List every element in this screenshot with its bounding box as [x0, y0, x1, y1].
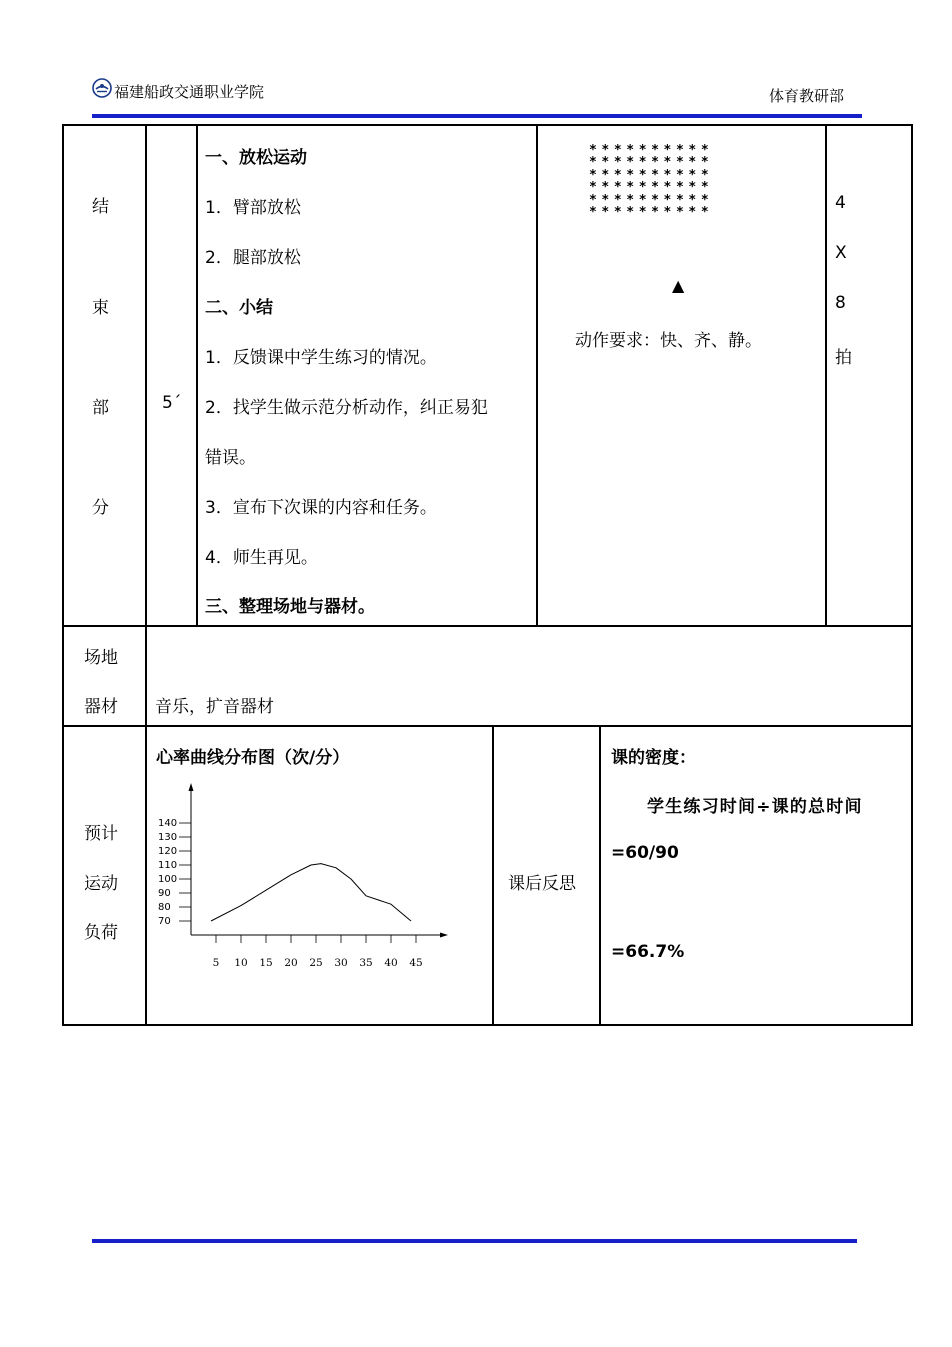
- table-rule: [825, 124, 827, 626]
- x-tick-label: 20: [284, 957, 298, 969]
- density-title: 课的密度：: [611, 748, 696, 768]
- content-line: 3．宣布下次课的内容和任务。: [205, 498, 437, 518]
- table-rule: [536, 124, 538, 626]
- content-line: 错误。: [205, 448, 256, 468]
- density-formula: 学生练习时间÷课的总时间: [647, 797, 863, 817]
- table-border-right: [911, 124, 913, 1026]
- formation-diagram: [589, 145, 713, 219]
- x-tick-label: 5: [212, 957, 220, 969]
- table-rule: [492, 725, 494, 1025]
- density-ratio: =60/90: [611, 843, 679, 863]
- equipment-label: 器材: [84, 697, 118, 717]
- table-border-bottom: [62, 1024, 913, 1026]
- chart-title: 心率曲线分布图（次/分）: [156, 748, 350, 768]
- school-logo-icon: [92, 78, 112, 98]
- content-line: 1．反馈课中学生练习的情况。: [205, 348, 437, 368]
- x-tick-label: 40: [384, 957, 398, 969]
- student-row: **********: [589, 180, 714, 196]
- section-time: 5´: [162, 393, 182, 413]
- student-row: **********: [589, 155, 714, 171]
- table-rule: [145, 124, 147, 1026]
- venue-equipment-value: 音乐，扩音器材: [155, 697, 274, 717]
- load-label: 预计: [84, 824, 118, 844]
- load-label: 负荷: [84, 923, 118, 943]
- x-tick-label: 25: [309, 957, 323, 969]
- school-header: [92, 76, 264, 106]
- y-tick-label: 100: [158, 874, 178, 885]
- x-tick-label: 10: [234, 957, 248, 969]
- section-label-char: 分: [92, 498, 109, 518]
- x-tick-label: 30: [334, 957, 348, 969]
- student-row: **********: [589, 205, 714, 221]
- content-line: 2．找学生做示范分析动作，纠正易犯: [205, 398, 488, 418]
- content-line: 4．师生再见。: [205, 548, 318, 568]
- footer-rule: [92, 1239, 857, 1243]
- table-rule: [196, 124, 198, 626]
- x-axis-arrow-icon: [440, 933, 448, 938]
- content-line: 2．腿部放松: [205, 248, 301, 268]
- heart-rate-curve: [211, 864, 411, 921]
- venue-label: 场地: [84, 648, 118, 668]
- density-result: =66.7%: [611, 942, 685, 962]
- section-label-char: 结: [92, 197, 109, 217]
- content-line: 1．臂部放松: [205, 198, 301, 218]
- x-tick-label: 15: [259, 957, 273, 969]
- content-heading: 二、小结: [205, 298, 273, 318]
- student-row: **********: [589, 192, 714, 208]
- teacher-marker-icon: ▲: [672, 276, 685, 295]
- table-border-top: [62, 124, 913, 126]
- y-tick-label: 110: [158, 860, 178, 871]
- section-label-char: 部: [92, 398, 109, 418]
- department-name: 体育教研部: [768, 87, 844, 105]
- y-tick-label: 120: [158, 846, 178, 857]
- table-rule: [62, 725, 913, 727]
- y-tick-label: 140: [158, 818, 178, 829]
- count-char: 8: [835, 293, 846, 313]
- header-rule: [92, 114, 862, 118]
- load-label: 运动: [84, 874, 118, 894]
- table-border-left: [62, 124, 64, 1026]
- movement-requirement: 动作要求：快、齐、静。: [575, 331, 762, 351]
- table-rule: [62, 625, 913, 627]
- y-tick-label: 90: [158, 888, 171, 899]
- content-heading: 三、整理场地与器材。: [205, 597, 375, 617]
- y-tick-label: 80: [158, 902, 171, 913]
- x-tick-label: 45: [409, 957, 423, 969]
- y-tick-label: 70: [158, 916, 171, 927]
- x-tick-label: 35: [359, 957, 373, 969]
- table-rule: [599, 725, 601, 1025]
- y-axis-arrow-icon: [189, 783, 194, 791]
- y-tick-label: 130: [158, 832, 178, 843]
- reflection-label: 课后反思: [508, 874, 576, 894]
- count-char: 拍: [835, 348, 852, 368]
- count-char: X: [835, 243, 847, 263]
- student-row: **********: [589, 143, 714, 158]
- content-heading: 一、放松运动: [205, 148, 307, 168]
- count-char: 4: [835, 193, 846, 213]
- student-row: **********: [589, 167, 714, 183]
- section-label-char: 束: [92, 298, 109, 318]
- heart-rate-chart: [150, 775, 480, 975]
- school-name: 福建船政交通职业学院: [114, 82, 265, 101]
